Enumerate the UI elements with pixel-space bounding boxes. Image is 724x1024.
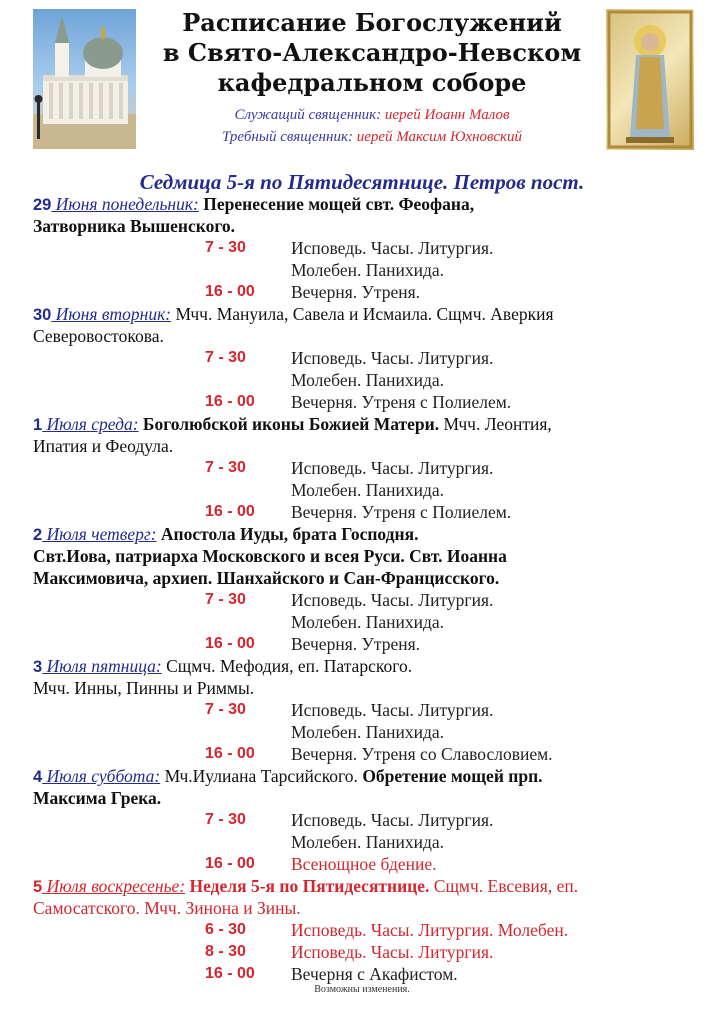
day-commemoration-line [33, 898, 693, 919]
day-label: Июля суббота: [42, 766, 161, 786]
requiem-priest [140, 129, 604, 146]
day-commemoration-text: Затворника Вышенского. [33, 216, 236, 236]
service-description: Исповедь. Часы. Литургия. [291, 348, 494, 368]
service-description: Вечерня. Утреня. [291, 634, 421, 654]
requiem-priest-label: Требный священник: [221, 129, 353, 145]
service-description: Молебен. Панихида. [291, 612, 444, 632]
day-number: 4 [33, 768, 43, 786]
day-heading [33, 414, 693, 436]
day-number: 2 [33, 526, 43, 544]
day-commemoration-text: Обретение мощей прп. [357, 766, 543, 786]
day-label: Июля среда: [42, 414, 139, 434]
day-commemoration-text: Ипатия и Феодула. [33, 436, 174, 456]
service-time: 16 - 00 [205, 503, 255, 520]
day-commemoration-text: Боголюбской иконы Божией Матери. [142, 414, 440, 434]
service-time: 7 - 30 [205, 591, 246, 608]
service-description: Исповедь. Часы. Литургия. [291, 590, 494, 610]
service-description: Исповедь. Часы. Литургия. [291, 238, 494, 258]
day-commemoration-text: Апостола Иуды, брата Господня. [160, 524, 419, 544]
service-description: Исповедь. Часы. Литургия. [291, 700, 494, 720]
saint-icon-image [606, 9, 694, 150]
day-commemoration-text: Перенесение мощей свт. Феофана, [203, 194, 475, 214]
service-time: 8 - 30 [205, 943, 246, 960]
day-heading [33, 194, 693, 216]
day-number: 30 [33, 306, 52, 324]
day-label: Июля четверг: [42, 524, 157, 544]
service-description: Всенощное бдение. [291, 854, 437, 874]
service-description: Вечерня. Утреня с Полиелем. [291, 392, 512, 412]
service-time: 7 - 30 [205, 459, 246, 476]
service-description: Молебен. Панихида. [291, 832, 444, 852]
day-commemoration-line [33, 678, 693, 699]
day-commemoration-text: Максима Грека. [33, 788, 162, 808]
day-commemoration-text: Максимовича, архиеп. Шанхайского и Сан-Францисского. [33, 568, 500, 588]
day-commemoration-line [33, 788, 693, 809]
day-commemoration-text: Северовостокова. [33, 326, 164, 346]
day-heading [33, 656, 693, 678]
day-commemoration-text: Неделя 5-я по Пятидесятнице. [189, 876, 430, 896]
service-description: Вечерня. Утреня со Славословием. [291, 744, 553, 764]
day-commemoration-line [33, 326, 693, 347]
day-commemoration-text: Свт.Иова, патриарха Московского и всея Руси. Свт. Иоанна [33, 546, 507, 566]
day-commemoration-text: Мч.Иулиана Тарсийского. [164, 766, 358, 786]
day-commemoration-text: Мчч. Леонтия, [439, 414, 552, 434]
service-time: 16 - 00 [205, 965, 255, 982]
service-time: 7 - 30 [205, 811, 246, 828]
service-time: 16 - 00 [205, 745, 255, 762]
service-time: 7 - 30 [205, 349, 246, 366]
day-heading [33, 304, 693, 326]
day-number: 1 [33, 416, 43, 434]
title-line: кафедральном соборе [217, 68, 527, 97]
day-commemoration-text: Самосатского. Мчч. Зинона и Зины. [33, 898, 301, 918]
serving-priest [140, 107, 604, 124]
service-time: 16 - 00 [205, 393, 255, 410]
day-commemoration-text: Сщмч. Мефодия, еп. Патарского. [166, 656, 413, 676]
title-line: в Свято-Александро-Невском [162, 38, 582, 67]
day-number: 5 [33, 878, 43, 896]
day-heading [33, 876, 693, 898]
service-description: Вечерня с Акафистом. [291, 964, 458, 984]
service-time: 7 - 30 [205, 701, 246, 718]
day-label: Июля воскресенье: [42, 876, 186, 896]
service-description: Молебен. Панихида. [291, 722, 444, 742]
day-commemoration-line [33, 568, 693, 589]
week-title: Седмица 5-я по Пятидесятнице. Петров пост. [139, 170, 585, 194]
day-label: Июля пятница: [42, 656, 162, 676]
day-commemoration-line [33, 216, 693, 237]
service-description: Исповедь. Часы. Литургия. [291, 810, 494, 830]
footer-note: Возможны изменения. [314, 984, 410, 995]
day-commemoration-text: Мчч. Мануила, Савела и Исмаила. Сщмч. Аверкия [175, 304, 554, 324]
serving-priest-name: иерей Иоанн Малов [384, 107, 510, 123]
service-description: Вечерня. Утреня. [291, 282, 421, 302]
cathedral-photo [33, 9, 136, 149]
day-label: Июня понедельник: [51, 194, 199, 214]
service-time: 16 - 00 [205, 855, 255, 872]
day-number: 29 [33, 196, 52, 214]
service-description: Молебен. Панихида. [291, 260, 444, 280]
day-heading [33, 524, 693, 546]
service-time: 16 - 00 [205, 635, 255, 652]
service-description: Вечерня. Утреня с Полиелем. [291, 502, 512, 522]
page-title [140, 8, 604, 98]
day-label: Июня вторник: [51, 304, 172, 324]
day-commemoration-line [33, 436, 693, 457]
service-description: Исповедь. Часы. Литургия. [291, 458, 494, 478]
day-commemoration-text: Сщмч. Евсевия, еп. [429, 876, 579, 896]
service-time: 7 - 30 [205, 239, 246, 256]
day-heading [33, 766, 693, 788]
service-time: 16 - 00 [205, 283, 255, 300]
service-description: Молебен. Панихида. [291, 370, 444, 390]
service-description: Исповедь. Часы. Литургия. Молебен. [291, 920, 569, 940]
day-commemoration-line [33, 546, 693, 567]
day-number: 3 [33, 658, 43, 676]
serving-priest-label: Служащий священник: [234, 107, 382, 123]
service-time: 6 - 30 [205, 921, 246, 938]
title-line: Расписание Богослужений [182, 8, 562, 37]
requiem-priest-name: иерей Максим Юхновский [356, 129, 523, 145]
service-description: Молебен. Панихида. [291, 480, 444, 500]
service-description: Исповедь. Часы. Литургия. [291, 942, 494, 962]
day-commemoration-text: Мчч. Инны, Пинны и Риммы. [33, 678, 255, 698]
